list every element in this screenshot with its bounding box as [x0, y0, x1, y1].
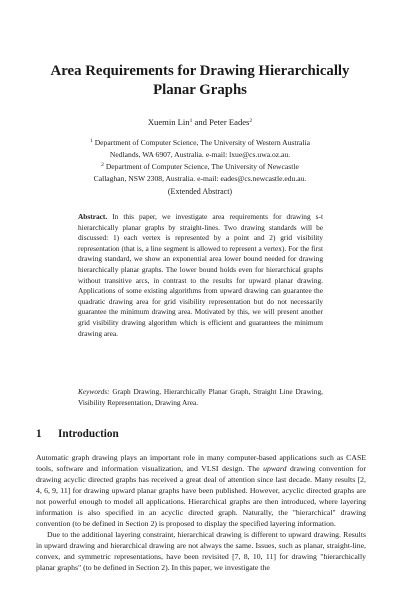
- affiliation: [40, 161, 360, 184]
- abstract-label: Abstract.: [78, 212, 108, 221]
- affiliation-mark: 1: [90, 138, 93, 144]
- author-footnote-mark: 2: [249, 118, 253, 124]
- author-name: Peter Eades: [209, 117, 250, 127]
- paragraph: Due to the additional layering constraint, hierarchical drawing is different to upward drawing. Results in upward drawing and hierarchical drawing are not always the same. Issues, such as planar, straight-line, convex, and symmetric representations, have been revisited [7, 8, 10, 11] for drawing "hierarchically planar graphs" (to be defined in Section 2). In this paper, we investigate the: [36, 529, 366, 572]
- extended-abstract-note: (Extended Abstract): [167, 187, 233, 196]
- abstract: [78, 212, 323, 339]
- affiliation-mark: 2: [101, 162, 104, 169]
- abstract-text: In this paper, we investigate area requirements for drawing s-t hierarchically planar graphs by straight-lines. Two drawing standards will be discussed: 1) each vertex is represented by a point and 2) grid visibility representation (that is, a line segment is allowed to represent a vertex). For the first drawing standard, we show an exponential area lower bound needed for drawing hierarchically planar graphs. The lower bound holds even for hierarchical graphs without transitive arcs, in contrast to the results for upward planar drawing. Applications of some existing algorithms from upward drawing can guarantee the quadratic drawing area for grid visibility representation but do not necessarily guarantee the minimum drawing area. Motivated by this, we will present another grid visibility drawing algorithm which is efficient and guarantees the minimum drawing area.: [78, 212, 323, 338]
- affiliations: [40, 137, 360, 185]
- affiliation-line: Nedlands, WA 6907, Australia. e-mail: lxue@cs.uwa.oz.au.: [109, 149, 291, 159]
- affiliation: [40, 137, 360, 160]
- section-number: 1: [36, 428, 42, 440]
- keywords: [78, 387, 323, 408]
- section-title: Introduction: [58, 428, 119, 440]
- keywords-label: Keywords:: [78, 387, 110, 396]
- body-text: [36, 453, 366, 573]
- paper-title: Area Requirements for Drawing Hierarchically Planar Graphs: [50, 63, 350, 98]
- keywords-text: Graph Drawing, Hierarchically Planar Graph, Straight Line Drawing, Visibility Representation, Drawing Area.: [78, 387, 323, 407]
- paragraph: [36, 453, 366, 530]
- author-footnote-mark: 1: [189, 118, 193, 124]
- author-name: Xuemin Lin: [147, 117, 190, 127]
- affiliation-line: Callaghan, NSW 2308, Australia. e-mail: eades@cs.newcastle.edu.au.: [93, 173, 307, 183]
- section-heading: [36, 428, 366, 440]
- emphasis-text: upward: [263, 463, 287, 473]
- affiliation-line: Department of Computer Science, The University of Newcastle: [105, 162, 299, 172]
- author-line: [0, 117, 400, 127]
- paragraph-text: Automatic graph drawing plays an important role in many computer-based applications such as CASE tools, software and information visualization, and VLSI design. The: [36, 453, 366, 473]
- affiliation-line: Department of Computer Science, The University of Western Australia: [94, 138, 310, 147]
- paragraph-text: drawing convention for drawing acyclic directed graphs has received a great deal of attention since last decade. Many results [2, 4, 6, 9, 11] for drawing upward planar graphs have been published. However, acyclic directed graphs are not powerful enough to model all applications. Hierarchical graphs are then introduced, where layering information is also specified in an acyclic directed graph. Naturally, the "hierarchical" drawing convention (to be defined in Section 2) is proposed to display the specified layering information.: [36, 463, 366, 528]
- author-joiner: and: [192, 117, 210, 127]
